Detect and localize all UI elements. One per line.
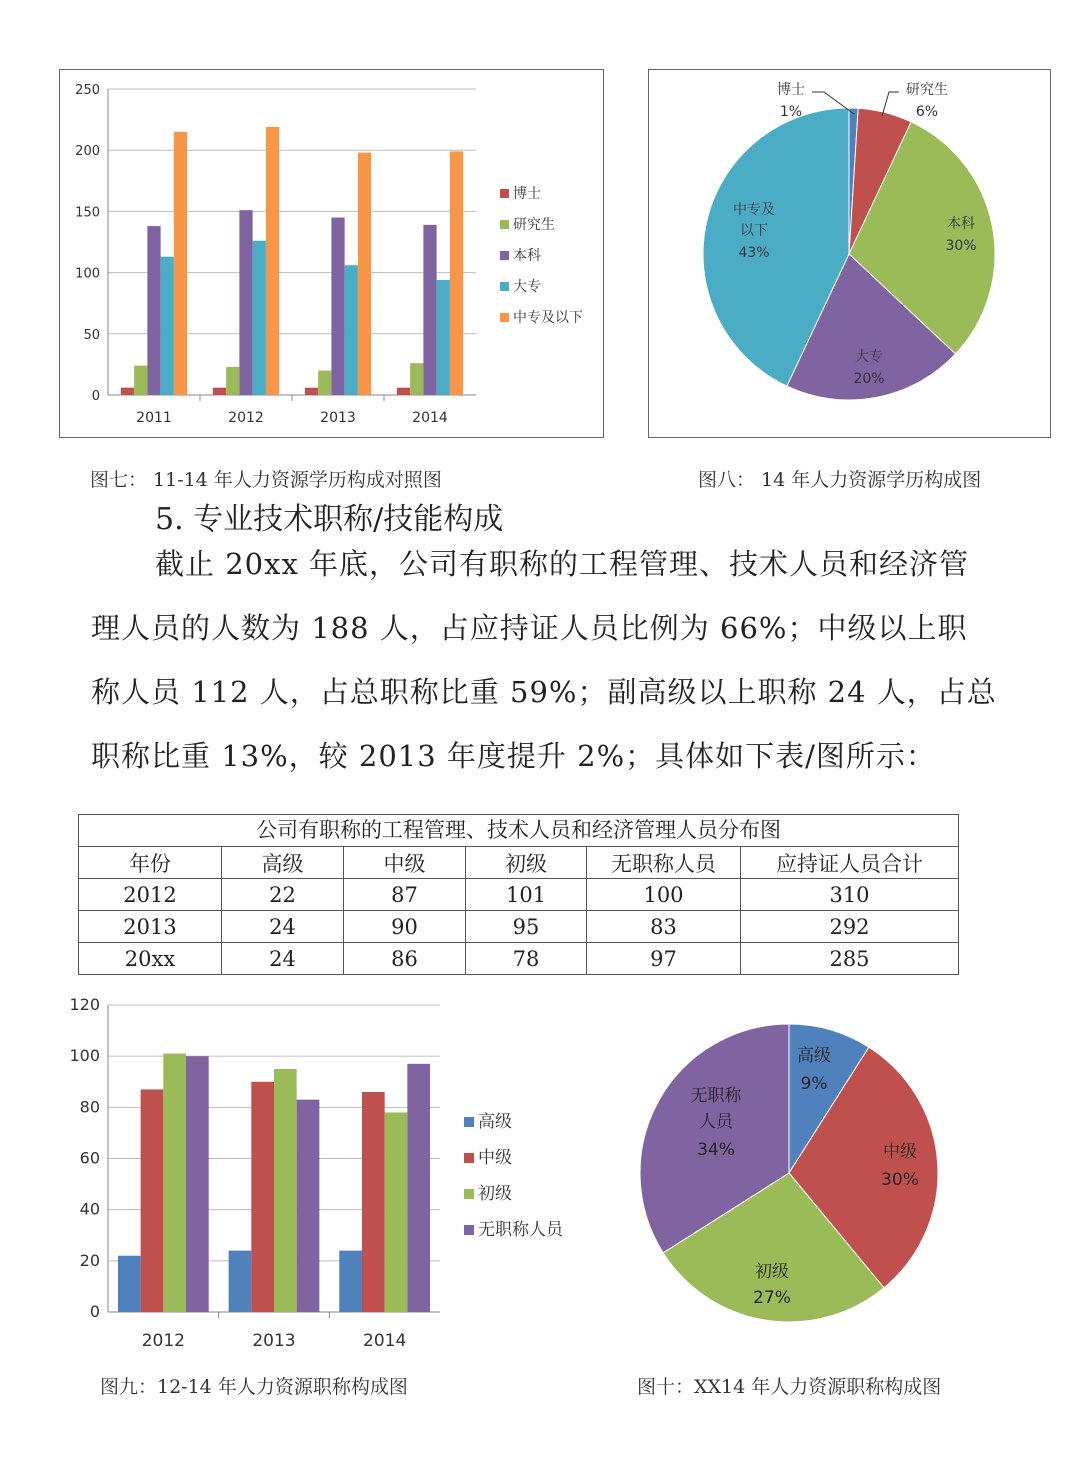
chart9-legend-label: 中级 bbox=[478, 1148, 512, 1168]
chart7-bar bbox=[226, 367, 239, 395]
chart10-pct-senior: 9% bbox=[800, 1074, 828, 1094]
table-header: 高级 bbox=[222, 847, 344, 879]
table-cell: 100 bbox=[587, 879, 741, 911]
chart7-legend-swatch bbox=[500, 189, 509, 198]
table-cell: 20xx bbox=[79, 943, 222, 975]
chart10-pct-middle: 30% bbox=[881, 1170, 919, 1190]
chart7-legend-swatch bbox=[500, 313, 509, 322]
table-cell: 97 bbox=[587, 943, 741, 975]
table-cell: 101 bbox=[466, 879, 587, 911]
chart7-legend-label: 本科 bbox=[513, 248, 541, 264]
chart7-ytick-label: 0 bbox=[91, 389, 100, 404]
table-cell: 310 bbox=[741, 879, 959, 911]
chart8-pct-bachelor: 30% bbox=[945, 238, 977, 254]
chart7-bar bbox=[213, 388, 226, 395]
chart7-bar bbox=[345, 265, 358, 395]
chart10-label-none-2: 人员 bbox=[699, 1112, 733, 1132]
chart9-bar bbox=[362, 1092, 385, 1312]
chart8-label-bachelor: 本科 bbox=[947, 216, 975, 232]
table-header: 无职称人员 bbox=[587, 847, 741, 879]
chart7-bar bbox=[410, 363, 423, 395]
chart9-ytick-label: 100 bbox=[69, 1046, 100, 1066]
table-cell: 285 bbox=[741, 943, 959, 975]
paragraph-line-2: 理人员的人数为 188 人，占应持证人员比例为 66%；中级以上职 bbox=[91, 611, 968, 645]
chart7-bar bbox=[450, 151, 463, 395]
chart7-bar bbox=[121, 388, 134, 395]
chart9-ytick-label: 120 bbox=[69, 995, 100, 1014]
chart7-bar bbox=[253, 241, 266, 395]
table-cell: 2013 bbox=[79, 911, 222, 943]
table-cell: 95 bbox=[466, 911, 587, 943]
chart9-legend-swatch bbox=[464, 1117, 474, 1127]
chart7-bar bbox=[147, 226, 160, 395]
table-header: 应持证人员合计 bbox=[741, 847, 959, 879]
table-header-row bbox=[79, 847, 959, 879]
chart9-bar bbox=[251, 1082, 274, 1312]
chart7-bar bbox=[239, 210, 252, 395]
chart7-bar bbox=[174, 132, 187, 395]
table-cell: 83 bbox=[587, 911, 741, 943]
chart8-label-doctor: 博士 bbox=[777, 82, 805, 98]
chart10-label-senior: 高级 bbox=[797, 1046, 831, 1066]
chart9-bar bbox=[274, 1069, 297, 1312]
chart7-bar bbox=[331, 218, 344, 395]
chart7-ytick-label: 200 bbox=[75, 144, 100, 160]
chart7-legend-swatch bbox=[500, 251, 509, 260]
distribution-table bbox=[78, 814, 959, 975]
table-cell: 87 bbox=[344, 879, 466, 911]
chart7-legend-label: 中专及以下 bbox=[513, 310, 583, 326]
chart9-xtick-label: 2013 bbox=[252, 1331, 296, 1351]
chart7-ytick-label: 250 bbox=[75, 83, 100, 98]
chart8-pct-college: 20% bbox=[853, 371, 885, 387]
chart9-ytick-label: 20 bbox=[79, 1250, 100, 1270]
chart8-pct-doctor: 1% bbox=[779, 104, 803, 120]
chart7-bar bbox=[266, 127, 279, 395]
chart9-bar bbox=[297, 1100, 320, 1312]
table-row bbox=[79, 911, 959, 943]
chart9-caption: 图九：12-14 年人力资源职称构成图 bbox=[100, 1376, 408, 1398]
table-cell: 24 bbox=[222, 943, 344, 975]
chart7-bar bbox=[358, 153, 371, 395]
paragraph-line-3: 称人员 112 人，占总职称比重 59%；副高级以上职称 24 人，占总 bbox=[91, 675, 997, 709]
chart7-bar bbox=[305, 388, 318, 395]
table-header: 初级 bbox=[466, 847, 587, 879]
chart9-bar bbox=[385, 1112, 408, 1312]
chart8-label-college: 大专 bbox=[855, 349, 883, 365]
chart8-label-secondary-1: 中专及 bbox=[733, 202, 775, 218]
chart9-bar bbox=[118, 1256, 141, 1312]
chart7-ytick-label: 100 bbox=[75, 266, 100, 282]
chart8-label-master: 研究生 bbox=[906, 82, 948, 98]
chart7-legend-label: 大专 bbox=[513, 279, 541, 295]
chart9-xtick-label: 2014 bbox=[363, 1331, 407, 1351]
table-title: 公司有职称的工程管理、技术人员和经济管理人员分布图 bbox=[78, 814, 959, 846]
table-header: 中级 bbox=[344, 847, 466, 879]
chart7-ytick-label: 50 bbox=[83, 327, 100, 343]
chart9-legend-swatch bbox=[464, 1153, 474, 1163]
chart10-pie-chart bbox=[610, 1005, 970, 1335]
chart10-label-none-1: 无职称 bbox=[690, 1086, 742, 1106]
chart9-legend-label: 无职称人员 bbox=[478, 1220, 563, 1240]
chart8-label-secondary-2: 以下 bbox=[740, 223, 768, 239]
chart9-legend-label: 初级 bbox=[478, 1184, 512, 1204]
section-heading: 5. 专业技术职称/技能构成 bbox=[155, 502, 504, 537]
chart9-legend-label: 高级 bbox=[478, 1112, 512, 1132]
chart7-bar bbox=[134, 366, 147, 395]
table-cell: 86 bbox=[344, 943, 466, 975]
chart9-bar bbox=[141, 1089, 164, 1312]
table-cell: 2012 bbox=[79, 879, 222, 911]
paragraph-line-1: 截止 20xx 年底，公司有职称的工程管理、技术人员和经济管 bbox=[155, 547, 970, 581]
chart9-ytick-label: 60 bbox=[79, 1148, 100, 1168]
chart9-bar-chart bbox=[50, 985, 650, 1355]
chart8-caption: 图八： 14 年人力资源学历构成图 bbox=[698, 469, 982, 491]
chart9-xtick-label: 2012 bbox=[141, 1331, 185, 1351]
chart7-legend-label: 研究生 bbox=[513, 217, 555, 233]
chart9-ytick-label: 80 bbox=[79, 1097, 100, 1117]
chart10-label-middle: 中级 bbox=[883, 1142, 917, 1162]
chart7-bar bbox=[318, 371, 331, 395]
table-cell: 22 bbox=[222, 879, 344, 911]
chart9-legend-swatch bbox=[464, 1189, 474, 1199]
chart7-bar bbox=[437, 280, 450, 395]
chart9-bar bbox=[186, 1056, 209, 1312]
chart7-xtick-label: 2014 bbox=[412, 410, 448, 426]
chart10-pct-junior: 27% bbox=[753, 1288, 791, 1308]
chart9-ytick-label: 40 bbox=[79, 1199, 100, 1219]
chart9-bar bbox=[407, 1064, 430, 1312]
chart7-bar bbox=[161, 257, 174, 395]
paragraph-line-4: 职称比重 13%，较 2013 年度提升 2%；具体如下表/图所示： bbox=[91, 739, 936, 773]
chart8-pct-master: 6% bbox=[915, 104, 939, 120]
chart7-frame bbox=[59, 69, 604, 438]
chart7-xtick-label: 2013 bbox=[320, 410, 356, 426]
chart7-bar-chart bbox=[60, 70, 603, 437]
table-cell: 292 bbox=[741, 911, 959, 943]
table-row bbox=[79, 943, 959, 975]
chart8-frame bbox=[648, 69, 1051, 438]
chart9-legend-swatch bbox=[464, 1225, 474, 1235]
chart8-pie-chart bbox=[649, 70, 1050, 437]
chart8-pct-secondary: 43% bbox=[738, 245, 770, 261]
table-cell: 90 bbox=[344, 911, 466, 943]
table-cell: 24 bbox=[222, 911, 344, 943]
chart7-legend-swatch bbox=[500, 282, 509, 291]
chart9-bar bbox=[339, 1251, 362, 1312]
chart7-bar bbox=[423, 225, 436, 395]
chart9-bar bbox=[229, 1251, 252, 1312]
chart7-caption: 图七： 11-14 年人力资源学历构成对照图 bbox=[90, 469, 442, 491]
table-header: 年份 bbox=[79, 847, 222, 879]
chart7-legend-swatch bbox=[500, 220, 509, 229]
chart7-ytick-label: 150 bbox=[75, 205, 100, 221]
chart7-xtick-label: 2012 bbox=[228, 410, 264, 426]
chart7-xtick-label: 2011 bbox=[136, 410, 172, 426]
table-cell: 78 bbox=[466, 943, 587, 975]
chart10-label-junior: 初级 bbox=[755, 1262, 789, 1282]
chart10-caption: 图十：XX14 年人力资源职称构成图 bbox=[637, 1376, 942, 1398]
chart10-pct-none: 34% bbox=[697, 1140, 735, 1160]
table-row bbox=[79, 879, 959, 911]
chart9-bar bbox=[163, 1054, 186, 1312]
chart7-bar bbox=[397, 388, 410, 395]
chart7-legend-label: 博士 bbox=[513, 186, 541, 202]
chart9-ytick-label: 0 bbox=[89, 1302, 100, 1321]
